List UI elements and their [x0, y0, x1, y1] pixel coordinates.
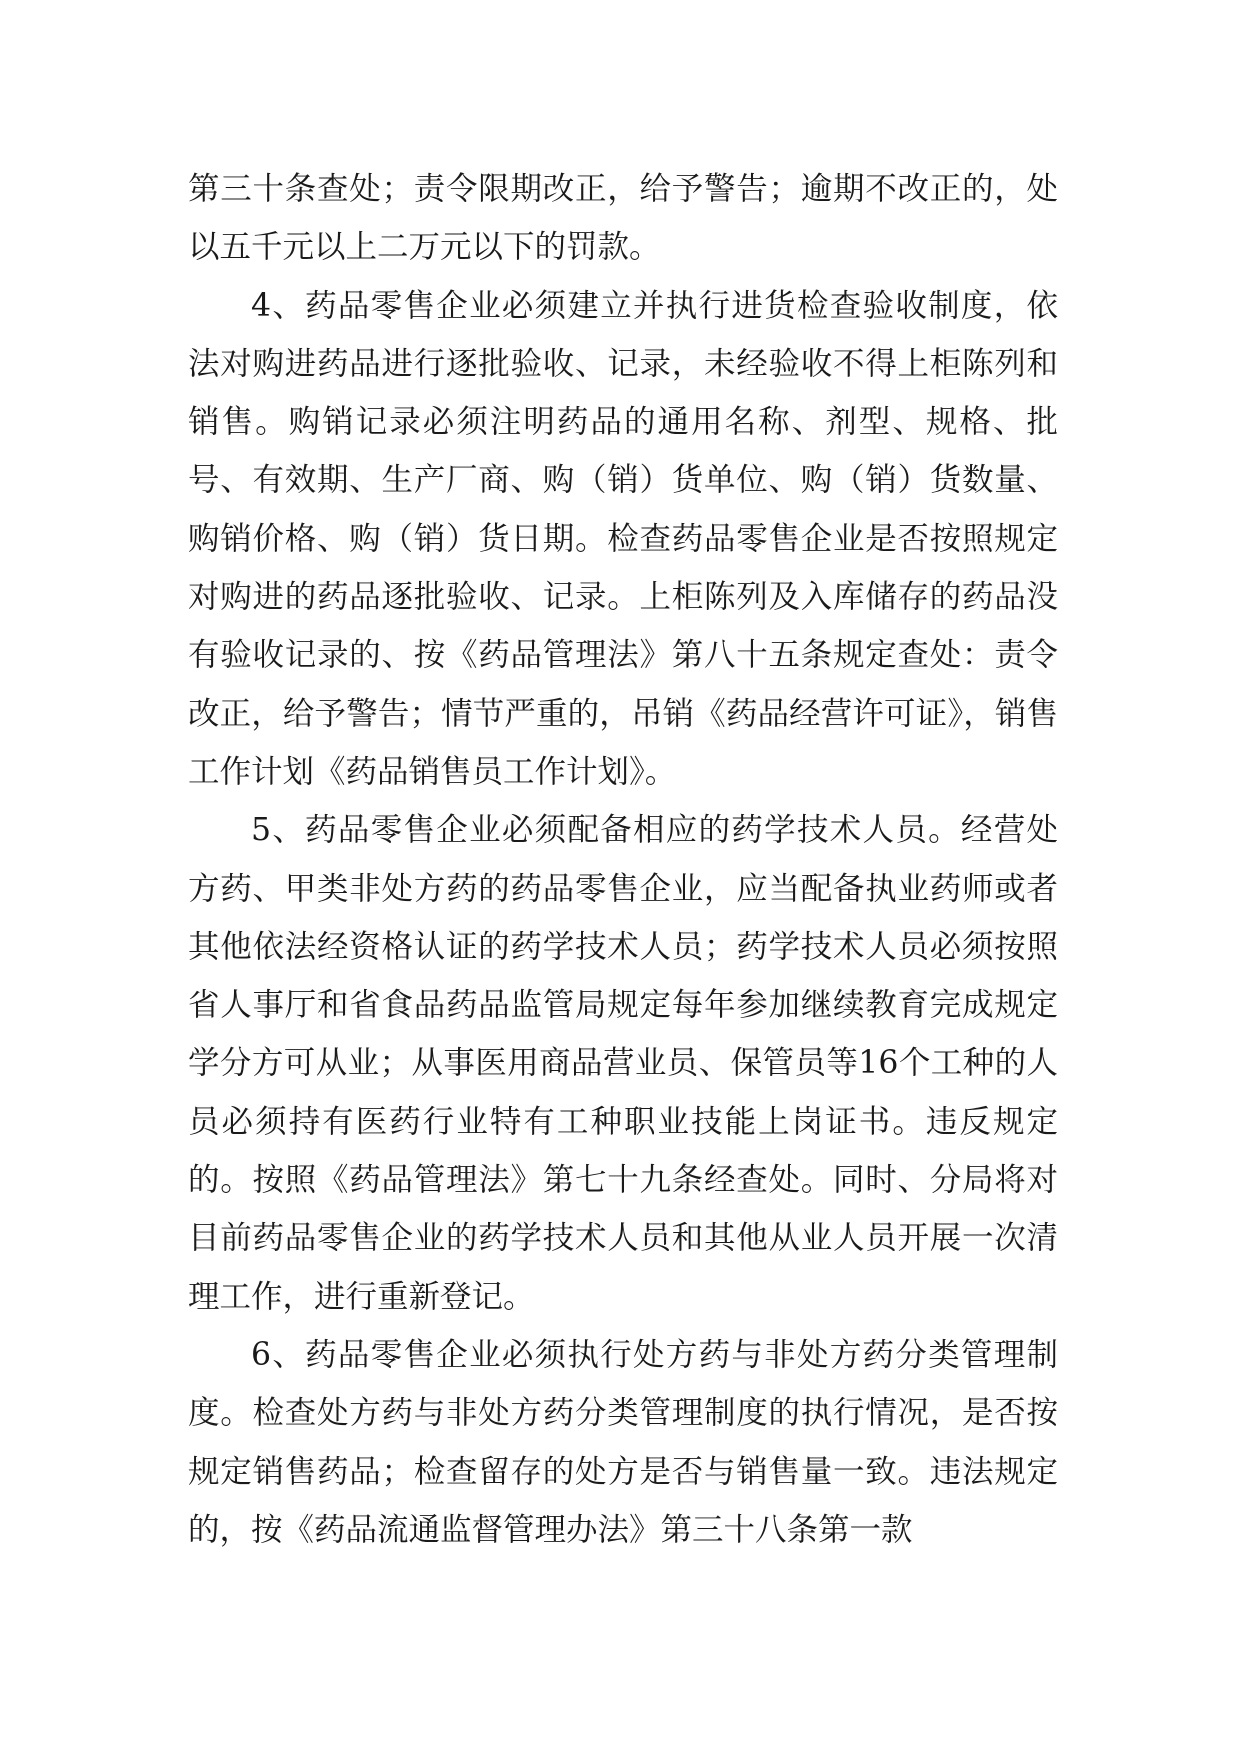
document-body [188, 160, 1058, 1559]
paragraph-item-6: 6、药品零售企业必须执行处方药与非处方药分类管理制度。检查处方药与非处方药分类管理制度的执行情况，是否按规定销售药品；检查留存的处方是否与销售量一致。违法规定的，按《药品流通监督管理办法》第三十八条第一款 [188, 1336, 1058, 1548]
paragraph-continuation: 第三十条查处；责令限期改正，给予警告；逾期不改正的，处以五千元以上二万元以下的罚款。 [188, 171, 1058, 266]
paragraph-item-5: 5、药品零售企业必须配备相应的药学技术人员。经营处方药、甲类非处方药的药品零售企业，应当配备执业药师或者其他依法经资格认证的药学技术人员；药学技术人员必须按照省人事厅和省食品药品监管局规定每年参加继续教育完成规定学分方可从业；从事医用商品营业员、保管员等16个工种的人员必须持有医药行业特有工种职业技能上岗证书。违反规定的。按照《药品管理法》第七十九条经查处。同时、分局将对目前药品零售企业的药学技术人员和其他从业人员开展一次清理工作，进行重新登记。 [188, 812, 1058, 1315]
paragraph-item-4: 4、药品零售企业必须建立并执行进货检查验收制度，依法对购进药品进行逐批验收、记录，未经验收不得上柜陈列和销售。购销记录必须注明药品的通用名称、剂型、规格、批号、有效期、生产厂商、购（销）货单位、购（销）货数量、购销价格、购（销）货日期。检查药品零售企业是否按照规定对购进的药品逐批验收、记录。上柜陈列及入库储存的药品没有验收记录的、按《药品管理法》第八十五条规定查处：责令改正，给予警告；情节严重的，吊销《药品经营许可证》，销售工作计划《药品销售员工作计划》。 [188, 287, 1058, 790]
